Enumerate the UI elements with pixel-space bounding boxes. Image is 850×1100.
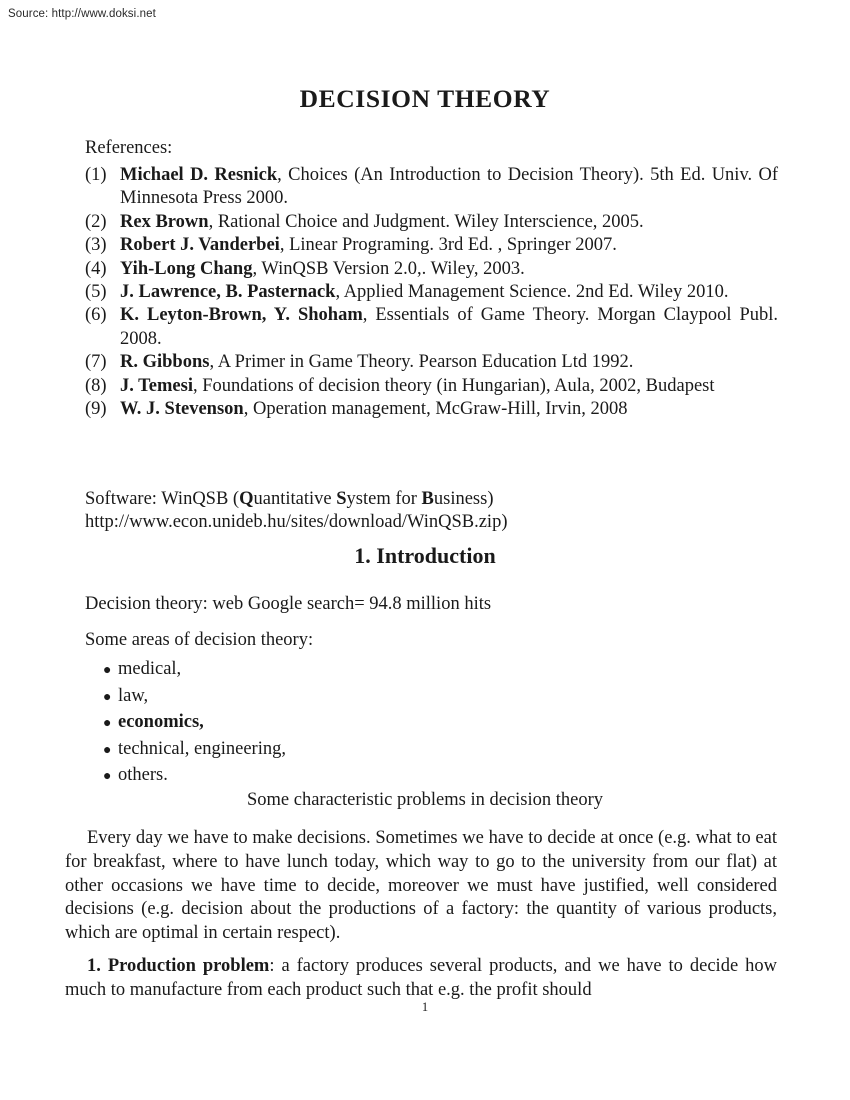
reference-text: [120, 375, 778, 398]
list-item-label: economics,: [118, 712, 204, 733]
reference-text: [120, 398, 778, 421]
list-item: [103, 737, 286, 764]
paragraph-everyday-decisions: Every day we have to make decisions. Sometimes we have to decide at once (e.g. what to eat for breakfast, where to have lunch today, which way to go to the university from our flat) at other occasions we have time to decide, moreover we must have justified, well considered decisions (e.g. decision about the productions of a factory: the quantity of various products, which are optimal in certain respect).: [65, 828, 777, 944]
software-s: S: [336, 489, 347, 509]
reference-text: [120, 258, 778, 281]
software-prefix: Software: WinQSB (: [85, 489, 240, 509]
reference-list: [85, 164, 778, 421]
reference-detail: , Essentials of Game Theory. Morgan Claypool Publ. 2008.: [120, 305, 778, 349]
google-search-line: Decision theory: web Google search= 94.8 million hits: [85, 594, 492, 614]
page-title: DECISION THEORY: [299, 84, 551, 113]
software-b-rest: usiness): [433, 489, 494, 509]
reference-detail: , Linear Programing. 3rd Ed. , Springer 2007.: [279, 235, 617, 256]
reference-item: [85, 351, 778, 374]
reference-author: K. Leyton-Brown, Y. Shoham: [120, 305, 363, 326]
production-problem-rest: : a factory produces several products, and we have to decide how much to manufacture from each product such that e.g. the profit should: [65, 956, 777, 1000]
reference-number: (2): [85, 211, 107, 232]
software-q: Q: [239, 489, 254, 509]
software-line: [85, 488, 507, 511]
areas-label: Some areas of decision theory:: [85, 630, 314, 650]
reference-number: (7): [85, 352, 107, 373]
reference-detail: , Foundations of decision theory (in Hungarian), Aula, 2002, Budapest: [192, 375, 715, 396]
page-number: 1: [421, 1000, 429, 1014]
reference-number: (4): [85, 258, 107, 279]
list-item-label: law,: [118, 685, 149, 706]
list-item-label: technical, engineering,: [118, 738, 286, 759]
reference-item: [85, 398, 778, 421]
bullet-icon: ●: [103, 663, 112, 678]
bullet-icon: ●: [103, 742, 112, 758]
reference-detail: , Operation management, McGraw-Hill, Irvin, 2008: [243, 399, 628, 420]
reference-number: (8): [85, 375, 107, 396]
reference-text: [120, 351, 778, 374]
software-url: http://www.econ.unideb.hu/sites/download/WinQSB.zip): [85, 512, 508, 533]
reference-number: (5): [85, 282, 107, 303]
reference-text: [120, 304, 778, 351]
reference-author: Michael D. Resnick: [120, 165, 278, 185]
reference-author: Yih-Long Chang: [120, 258, 253, 279]
list-item: [103, 684, 286, 711]
reference-item: [85, 281, 778, 304]
reference-author: R. Gibbons: [120, 352, 210, 373]
reference-text: [120, 164, 778, 211]
section-heading: 1. Introduction: [354, 543, 496, 568]
reference-item: [85, 258, 778, 281]
reference-number: (9): [85, 399, 107, 420]
reference-detail: , Rational Choice and Judgment. Wiley Interscience, 2005.: [208, 211, 644, 232]
reference-number: (3): [85, 235, 107, 256]
reference-item: [85, 164, 778, 211]
reference-item: [85, 211, 778, 234]
areas-list: [103, 657, 286, 790]
list-item: [103, 710, 286, 737]
software-q-rest: uantitative: [253, 489, 337, 509]
software-b: B: [421, 489, 434, 509]
list-item-label: others.: [118, 765, 168, 786]
reference-author: W. J. Stevenson: [120, 399, 244, 420]
reference-detail: , Applied Management Science. 2nd Ed. Wiley 2010.: [335, 282, 729, 303]
reference-detail: , Choices (An Introduction to Decision Theory). 5th Ed. Univ. Of Minnesota Press 2000.: [120, 165, 779, 209]
reference-item: [85, 234, 778, 257]
reference-text: [120, 211, 778, 234]
reference-author: Rex Brown: [120, 211, 209, 232]
reference-author: J. Lawrence, B. Pasternack: [120, 282, 336, 303]
software-s-rest: ystem for: [346, 489, 422, 509]
reference-author: Robert J. Vanderbei: [120, 235, 280, 256]
reference-number: (1): [85, 165, 107, 185]
list-item: [103, 763, 286, 790]
list-item-label: medical,: [118, 659, 182, 679]
paragraph-production-problem: [65, 955, 777, 1003]
reference-detail: , A Primer in Game Theory. Pearson Education Ltd 1992.: [209, 352, 634, 373]
reference-detail: , WinQSB Version 2.0,. Wiley, 2003.: [252, 258, 525, 279]
characteristic-problems-line: Some characteristic problems in decision theory: [246, 790, 604, 810]
production-problem-lead: 1. Production problem: [87, 956, 270, 976]
reference-item: [85, 304, 778, 351]
references-label: References:: [85, 138, 173, 158]
reference-author: J. Temesi: [120, 375, 193, 396]
list-item: [103, 657, 286, 684]
reference-number: (6): [85, 305, 107, 326]
bullet-icon: ●: [103, 689, 112, 705]
bullet-icon: ●: [103, 716, 112, 732]
reference-text: [120, 281, 778, 304]
reference-text: [120, 234, 778, 257]
software-block: [85, 488, 507, 535]
source-banner: Source: http://www.doksi.net: [8, 8, 156, 20]
bullet-icon: ●: [103, 769, 112, 785]
reference-item: [85, 375, 778, 398]
